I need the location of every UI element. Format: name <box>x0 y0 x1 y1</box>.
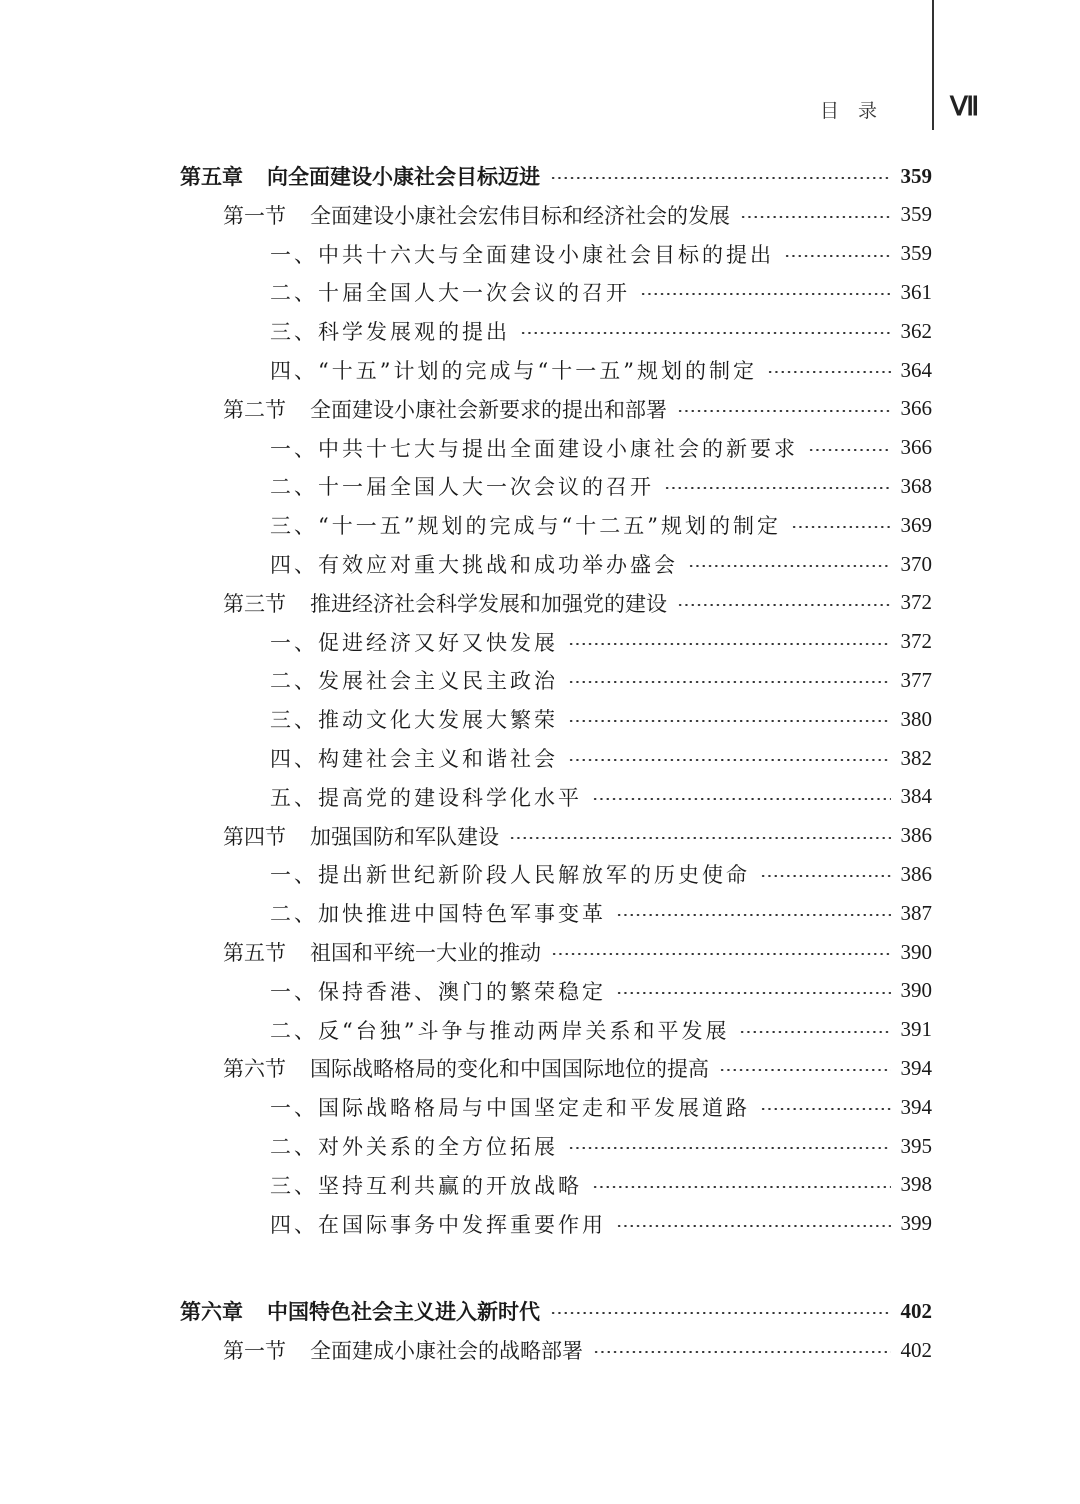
toc-entry-item[interactable] <box>270 1088 932 1126</box>
toc-entry-page: 399 <box>900 1211 932 1236</box>
toc-entry-title: 三、“十一五”规划的完成与“十二五”规划的制定 <box>270 514 781 539</box>
toc-entry-section[interactable] <box>223 196 932 234</box>
toc-entry-page: 394 <box>900 1094 932 1119</box>
toc-entry-item[interactable] <box>270 351 932 389</box>
toc-entry-page: 368 <box>900 473 932 498</box>
toc-leader-dots <box>664 487 891 489</box>
toc-entry-page: 366 <box>900 396 932 421</box>
toc-entry-title: 祖国和平统一大业的推动 <box>310 941 541 965</box>
toc-entry-section[interactable] <box>223 933 932 971</box>
toc-leader-dots <box>568 720 891 722</box>
toc-leader-dots <box>739 1031 890 1033</box>
toc-entry-title: 一、中共十七大与提出全面建设小康社会的新要求 <box>270 436 798 461</box>
toc-entry-page: 366 <box>900 435 932 460</box>
toc-entry-title: 推进经济社会科学发展和加强党的建设 <box>310 591 667 616</box>
toc-entry-title: 二、加快推进中国特色军事变革 <box>270 902 606 927</box>
toc-entry-page: 402 <box>900 1337 932 1362</box>
toc-entry-title: 二、十届全国人大一次会议的召开 <box>270 281 630 306</box>
toc-entry-title: 四、构建社会主义和谐社会 <box>270 747 558 771</box>
toc-entry-title: 一、提出新世纪新阶段人民解放军的历史使命 <box>270 863 750 888</box>
toc-leader-dots <box>767 371 891 373</box>
toc-entry-number: 第六节 <box>223 1057 286 1082</box>
toc-entry-page: 372 <box>900 629 932 654</box>
toc-entry-section[interactable] <box>223 1049 932 1087</box>
toc-entry-page: 398 <box>900 1172 932 1197</box>
toc-entry-title: 全面建成小康社会的战略部署 <box>310 1339 583 1364</box>
toc-entry-page: 359 <box>900 163 932 188</box>
toc-entry-title: 二、发展社会主义民主政治 <box>270 669 558 694</box>
toc-entry-number: 第六章 <box>180 1299 243 1325</box>
toc-leader-dots <box>568 681 891 683</box>
toc-entry-item[interactable] <box>270 739 932 777</box>
toc-entry-title: 全面建设小康社会宏伟目标和经济社会的发展 <box>310 203 730 228</box>
toc-leader-dots <box>808 449 891 451</box>
toc-entry-title: 向全面建设小康社会目标迈进 <box>267 164 540 189</box>
toc-leader-dots <box>677 604 891 606</box>
toc-leader-dots <box>551 953 891 955</box>
toc-entry-title: 中国特色社会主义进入新时代 <box>267 1299 540 1325</box>
toc-entry-title: 二、十一届全国人大一次会议的召开 <box>270 475 654 500</box>
toc-entry-number: 第四节 <box>223 824 286 849</box>
toc-entry-page: 402 <box>900 1298 932 1323</box>
toc-entry-page: 386 <box>900 861 932 886</box>
toc-leader-dots <box>784 255 891 257</box>
toc-entry-number: 第三节 <box>223 591 286 616</box>
toc-entry-page: 364 <box>900 357 932 382</box>
toc-leader-dots <box>740 216 891 218</box>
toc-entry-number: 第五章 <box>180 164 243 189</box>
toc-entry-item[interactable] <box>270 506 932 544</box>
header-divider-line <box>932 0 934 130</box>
toc-entry-item[interactable] <box>270 972 932 1010</box>
toc-entry-item[interactable] <box>270 1127 932 1165</box>
toc-entry-page: 387 <box>900 900 932 925</box>
toc-leader-dots <box>677 410 891 412</box>
toc-entry-title: 四、在国际事务中发挥重要作用 <box>270 1212 606 1237</box>
toc-entry-page: 395 <box>900 1133 932 1158</box>
toc-entry-item[interactable] <box>270 1166 932 1204</box>
toc-leader-dots <box>616 1225 891 1227</box>
toc-leader-dots <box>568 759 891 761</box>
toc-leader-dots <box>592 1186 891 1188</box>
toc-entry-page: 384 <box>900 784 932 809</box>
toc-entry-section[interactable] <box>223 817 932 855</box>
toc-leader-dots <box>688 565 891 567</box>
toc-entry-title: 国际战略格局的变化和中国国际地位的提高 <box>310 1057 709 1082</box>
toc-entry-title: 一、促进经济又好又快发展 <box>270 630 558 655</box>
toc-entry-page: 390 <box>900 978 932 1003</box>
toc-entry-page: 362 <box>900 318 932 343</box>
toc-leader-dots <box>719 1069 891 1071</box>
toc-entry-chapter[interactable] <box>180 157 932 195</box>
toc-entry-page: 394 <box>900 1055 932 1080</box>
toc-entry-page: 359 <box>900 202 932 227</box>
running-header-title: 目 录 <box>820 100 878 122</box>
page-number-roman: Ⅶ <box>950 92 978 121</box>
toc-entry-page: 386 <box>900 823 932 848</box>
toc-entry-item[interactable] <box>270 855 932 893</box>
toc-entry-page: 359 <box>900 241 932 266</box>
toc-entry-number: 第一节 <box>223 1339 286 1364</box>
toc-leader-dots <box>592 798 891 800</box>
toc-entry-item[interactable] <box>270 894 932 932</box>
toc-entry-page: 377 <box>900 667 932 692</box>
toc-entry-page: 380 <box>900 706 932 731</box>
toc-leader-dots <box>520 332 891 334</box>
toc-entry-title: 三、科学发展观的提出 <box>270 320 510 345</box>
toc-entry-item[interactable] <box>270 235 932 273</box>
toc-entry-chapter[interactable] <box>180 1292 932 1330</box>
toc-entry-page: 361 <box>900 279 932 304</box>
toc-entry-item[interactable] <box>270 273 932 311</box>
toc-entry-title: 二、对外关系的全方位拓展 <box>270 1135 558 1159</box>
toc-entry-item[interactable] <box>270 545 932 583</box>
toc-leader-dots <box>550 1312 891 1314</box>
toc-entry-title: 二、反“台独”斗争与推动两岸关系和平发展 <box>270 1018 730 1043</box>
toc-entry-page: 390 <box>900 939 932 964</box>
toc-entry-item[interactable] <box>270 312 932 350</box>
toc-entry-number: 第一节 <box>223 203 286 228</box>
toc-entry-number: 第二节 <box>223 397 286 422</box>
toc-entry-page: 391 <box>900 1017 932 1042</box>
toc-leader-dots <box>791 526 891 528</box>
toc-entry-title: 加强国防和军队建设 <box>310 824 499 849</box>
toc-entry-title: 三、推动文化大发展大繁荣 <box>270 708 558 733</box>
toc-entry-title: 三、坚持互利共赢的开放战略 <box>270 1173 582 1198</box>
toc-entry-title: 全面建设小康社会新要求的提出和部署 <box>310 397 667 422</box>
toc-leader-dots <box>616 914 891 916</box>
toc-entry-title: 一、保持香港、澳门的繁荣稳定 <box>270 979 606 1004</box>
toc-entry-title: 四、“十五”计划的完成与“十一五”规划的制定 <box>270 359 757 383</box>
toc-leader-dots <box>640 293 891 295</box>
toc-entry-section[interactable] <box>223 390 932 428</box>
toc-entry-title: 五、提高党的建设科学化水平 <box>270 785 582 810</box>
toc-entry-section[interactable] <box>223 1331 932 1369</box>
toc-entry-page: 370 <box>900 551 932 576</box>
toc-entry-item[interactable] <box>270 700 932 738</box>
toc-entry-item[interactable] <box>270 623 932 661</box>
toc-leader-dots <box>550 177 891 179</box>
toc-entry-number: 第五节 <box>223 941 286 965</box>
toc-entry-item[interactable] <box>270 661 932 699</box>
toc-leader-dots <box>509 837 891 839</box>
toc-entry-page: 369 <box>900 512 932 537</box>
toc-entry-item[interactable] <box>270 778 932 816</box>
toc-leader-dots <box>568 643 891 645</box>
toc-entry-item[interactable] <box>270 1205 932 1243</box>
toc-leader-dots <box>760 875 891 877</box>
toc-entry-item[interactable] <box>270 429 932 467</box>
toc-entry-page: 382 <box>900 745 932 770</box>
toc-leader-dots <box>593 1351 891 1353</box>
toc-leader-dots <box>616 992 891 994</box>
toc-entry-item[interactable] <box>270 1011 932 1049</box>
toc-entry-page: 372 <box>900 590 932 615</box>
toc-leader-dots <box>760 1108 891 1110</box>
toc-leader-dots <box>568 1147 891 1149</box>
toc-entry-title: 一、中共十六大与全面建设小康社会目标的提出 <box>270 242 774 267</box>
toc-entry-title: 一、国际战略格局与中国坚定走和平发展道路 <box>270 1096 750 1121</box>
toc-entry-section[interactable] <box>223 584 932 622</box>
toc-entry-item[interactable] <box>270 467 932 505</box>
toc-entry-title: 四、有效应对重大挑战和成功举办盛会 <box>270 553 678 577</box>
